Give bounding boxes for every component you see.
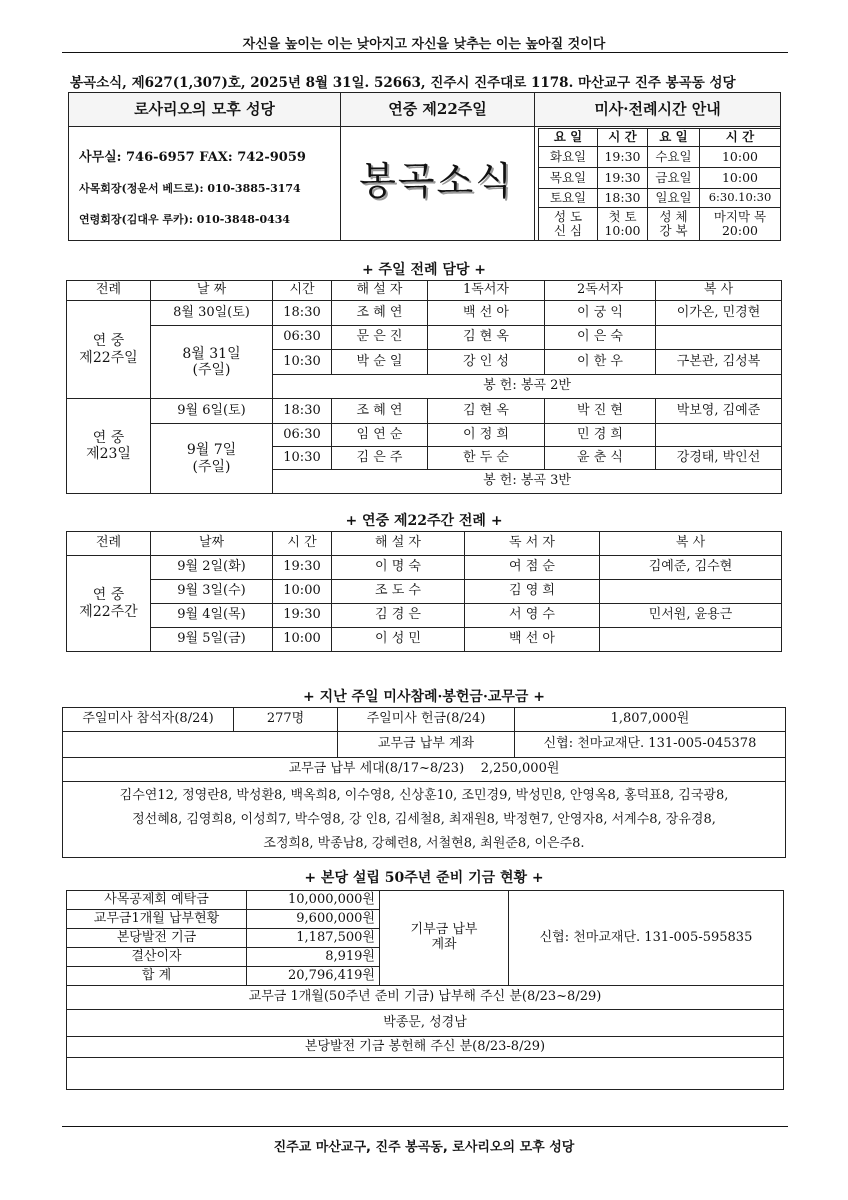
fund-value: 1,187,500원 <box>247 929 380 948</box>
fund-value: 20,796,419원 <box>247 967 380 986</box>
sl-cell: 강경태, 박인선 <box>656 447 782 470</box>
wl-cell: 백 선 아 <box>465 628 600 652</box>
sl-date: 8월 30일(토) <box>151 301 273 326</box>
wl-header: 복 사 <box>600 532 782 556</box>
household-names <box>63 782 786 858</box>
sl-cell: 백 선 아 <box>428 301 545 326</box>
mt-header: 시 간 <box>700 129 781 147</box>
bottom-rule <box>62 1126 788 1127</box>
wl-cell <box>600 580 782 604</box>
sl-cell: 박 순 일 <box>332 350 428 375</box>
wl-cell: 9월 4일(목) <box>151 604 273 628</box>
wl-header: 전례 <box>67 532 151 556</box>
wl-cell: 여 점 순 <box>465 556 600 580</box>
fund-label: 사목공제회 예탁금 <box>67 891 247 910</box>
offering-value: 1,807,000원 <box>515 708 786 732</box>
sl-offering: 봉 헌: 봉곡 2반 <box>273 375 782 399</box>
sl-cell: 06:30 <box>273 326 332 350</box>
wl-header: 날짜 <box>151 532 273 556</box>
sl-date: 8월 31일 (주일) <box>151 326 273 399</box>
wl-cell: 19:30 <box>273 604 332 628</box>
newsletter-title: 봉곡소식 <box>359 159 514 203</box>
weekday-liturgy-table <box>66 531 782 652</box>
fund-value: 10,000,000원 <box>247 891 380 910</box>
sl-cell: 박 진 현 <box>545 399 656 424</box>
wl-cell: 조 도 수 <box>332 580 465 604</box>
mt-cell: 성 체 강 복 <box>648 208 700 241</box>
mt-header: 시 간 <box>598 129 648 147</box>
wl-cell: 19:30 <box>273 556 332 580</box>
wl-block-label: 연 중 제22주간 <box>67 556 151 652</box>
wl-header: 해 설 자 <box>332 532 465 556</box>
sl-cell: 조 혜 연 <box>332 399 428 424</box>
sl-header: 시간 <box>273 281 332 301</box>
fund-value: 8,919원 <box>247 948 380 967</box>
sl-cell <box>656 424 782 447</box>
mt-cell: 목요일 <box>539 168 598 189</box>
wl-cell: 김 영 희 <box>465 580 600 604</box>
sl-cell: 구본관, 김성복 <box>656 350 782 375</box>
sl-cell: 김 은 주 <box>332 447 428 470</box>
mt-header: 요 일 <box>648 129 700 147</box>
wl-cell: 민서원, 윤용근 <box>600 604 782 628</box>
sl-header: 날 짜 <box>151 281 273 301</box>
mt-cell: 19:30 <box>598 147 648 168</box>
fund-label: 합 계 <box>67 967 247 986</box>
motto: 자신을 높이는 이는 낮아지고 자신을 낮추는 이는 높아질 것이다 <box>242 37 606 52</box>
mt-header: 요 일 <box>539 129 598 147</box>
sl-cell: 10:30 <box>273 350 332 375</box>
office-contact: 사무실: 746-6957 FAX: 742-9059 <box>79 150 306 165</box>
household-value: 2,250,000원 <box>480 761 560 777</box>
sl-cell: 이가온, 민경현 <box>656 301 782 326</box>
weekday-liturgy-title: + 연중 제22주간 전례 + <box>345 513 503 529</box>
sl-header: 해 설 자 <box>332 281 428 301</box>
wl-cell: 9월 2일(화) <box>151 556 273 580</box>
sl-cell: 18:30 <box>273 399 332 424</box>
wl-cell <box>600 628 782 652</box>
month-label: 교무금 1개월(50주년 준비 기금) 납부해 주신 분(8/23~8/29) <box>67 986 784 1010</box>
mt-cell: 10:00 <box>700 147 781 168</box>
sl-cell: 김 현 옥 <box>428 326 545 350</box>
sunday-liturgy-title: + 주일 전례 담당 + <box>361 262 487 278</box>
mt-cell: 마지막 목 20:00 <box>700 208 781 241</box>
fund-value: 9,600,000원 <box>247 910 380 929</box>
sl-cell: 이 정 희 <box>428 424 545 447</box>
sl-date: 9월 7일 (주일) <box>151 424 273 494</box>
mt-cell: 수요일 <box>648 147 700 168</box>
sl-cell: 윤 춘 식 <box>545 447 656 470</box>
top-rule <box>62 52 788 53</box>
wl-header: 독 서 자 <box>465 532 600 556</box>
sl-cell <box>656 326 782 350</box>
mt-cell: 화요일 <box>539 147 598 168</box>
names-line: 정선혜8, 김영희8, 이성희7, 박수영8, 강 인8, 김세철8, 최재원8, 박정현7, 안영자8, 서계수8, 장유경8, <box>132 811 716 827</box>
sl-cell: 김 현 옥 <box>428 399 545 424</box>
mt-cell: 6:30.10:30 <box>700 189 781 208</box>
parish-name: 로사리오의 모후 성당 <box>69 93 341 127</box>
publication-line: 봉곡소식, 제627(1,307)호, 2025년 8월 31일. 52663, 진주시 진주대로 1178. 마산교구 진주 봉곡동 성당 <box>70 75 736 91</box>
sl-cell: 이 한 우 <box>545 350 656 375</box>
sl-block-label: 연 중 제22주일 <box>67 301 151 399</box>
attend-value: 277명 <box>234 708 338 732</box>
wl-cell: 이 성 민 <box>332 628 465 652</box>
dev-names <box>67 1058 784 1090</box>
sl-offering: 봉 헌: 봉곡 3반 <box>273 470 782 494</box>
mt-cell: 첫 토 10:00 <box>598 208 648 241</box>
wl-cell: 9월 5일(금) <box>151 628 273 652</box>
sl-cell: 이 궁 익 <box>545 301 656 326</box>
household-label: 교무금 납부 세대(8/17~8/23) <box>288 761 465 777</box>
mt-cell: 19:30 <box>598 168 648 189</box>
sl-cell: 민 경 희 <box>545 424 656 447</box>
sunday-liturgy-table <box>66 280 782 494</box>
wl-cell: 10:00 <box>273 628 332 652</box>
pastoral-contact: 사목회장(정운서 베드로): 010-3885-3174 <box>79 182 301 195</box>
account-value: 신협: 천마교재단. 131-005-045378 <box>515 732 786 758</box>
last-week-title: + 지난 주일 미사참례·봉헌금·교무금 + <box>302 689 546 705</box>
sl-header: 2독서자 <box>545 281 656 301</box>
fund-label: 본당발전 기금 <box>67 929 247 948</box>
footer: 진주교 마산교구, 진주 봉곡동, 로사리오의 모후 성당 <box>273 1140 575 1155</box>
sl-cell: 한 두 순 <box>428 447 545 470</box>
attend-label: 주일미사 참석자(8/24) <box>63 708 234 732</box>
account-label: 교무금 납부 계좌 <box>338 732 515 758</box>
sl-cell: 06:30 <box>273 424 332 447</box>
names-line: 김수연12, 정영란8, 박성환8, 백옥희8, 이수영8, 신상훈10, 조민경9, 박성민8, 안영옥8, 홍덕표8, 김국광8, <box>119 787 729 803</box>
mt-cell: 18:30 <box>598 189 648 208</box>
sl-cell: 10:30 <box>273 447 332 470</box>
sl-date: 9월 6일(토) <box>151 399 273 424</box>
fund-label: 교무금1개월 납부현황 <box>67 910 247 929</box>
sl-cell: 조 혜 연 <box>332 301 428 326</box>
mass-times-title: 미사·전례시간 안내 <box>535 93 781 127</box>
wl-header: 시 간 <box>273 532 332 556</box>
sl-cell: 임 연 순 <box>332 424 428 447</box>
wl-cell: 이 명 숙 <box>332 556 465 580</box>
mt-cell: 금요일 <box>648 168 700 189</box>
wl-cell: 서 영 수 <box>465 604 600 628</box>
sl-cell: 박보영, 김예준 <box>656 399 782 424</box>
sl-cell: 강 인 성 <box>428 350 545 375</box>
offering-label: 주일미사 헌금(8/24) <box>338 708 515 732</box>
fund-table <box>66 890 784 1090</box>
donation-label: 기부금 납부 계좌 <box>380 891 509 986</box>
mt-cell: 일요일 <box>648 189 700 208</box>
week-title: 연중 제22주일 <box>341 93 535 127</box>
dev-label: 본당발전 기금 봉헌해 주신 분(8/23-8/29) <box>67 1037 784 1058</box>
month-names: 박종문, 성경남 <box>67 1010 784 1037</box>
sl-header: 1독서자 <box>428 281 545 301</box>
wl-cell: 10:00 <box>273 580 332 604</box>
wl-cell: 9월 3일(수) <box>151 580 273 604</box>
sl-cell: 문 은 진 <box>332 326 428 350</box>
wl-cell: 김예준, 김수현 <box>600 556 782 580</box>
mt-cell: 10:00 <box>700 168 781 189</box>
last-week-table <box>62 707 786 858</box>
elders-contact: 연령회장(김대우 루카): 010-3848-0434 <box>79 213 291 226</box>
sl-cell: 이 은 숙 <box>545 326 656 350</box>
sl-header: 복 사 <box>656 281 782 301</box>
fund-label: 결산이자 <box>67 948 247 967</box>
sl-cell: 18:30 <box>273 301 332 326</box>
names-line: 조정희8, 박종남8, 강혜련8, 서철현8, 최원준8, 이은주8. <box>263 835 585 851</box>
sl-block-label: 연 중 제23일 <box>67 399 151 494</box>
mt-cell: 성 도 신 심 <box>539 208 598 241</box>
sl-header: 전례 <box>67 281 151 301</box>
mass-times-table <box>538 128 781 241</box>
fund-title: + 본당 설립 50주년 준비 기금 현황 + <box>304 870 544 886</box>
wl-cell: 김 경 은 <box>332 604 465 628</box>
donation-account: 신협: 천마교재단. 131-005-595835 <box>509 891 784 986</box>
mt-cell: 토요일 <box>539 189 598 208</box>
